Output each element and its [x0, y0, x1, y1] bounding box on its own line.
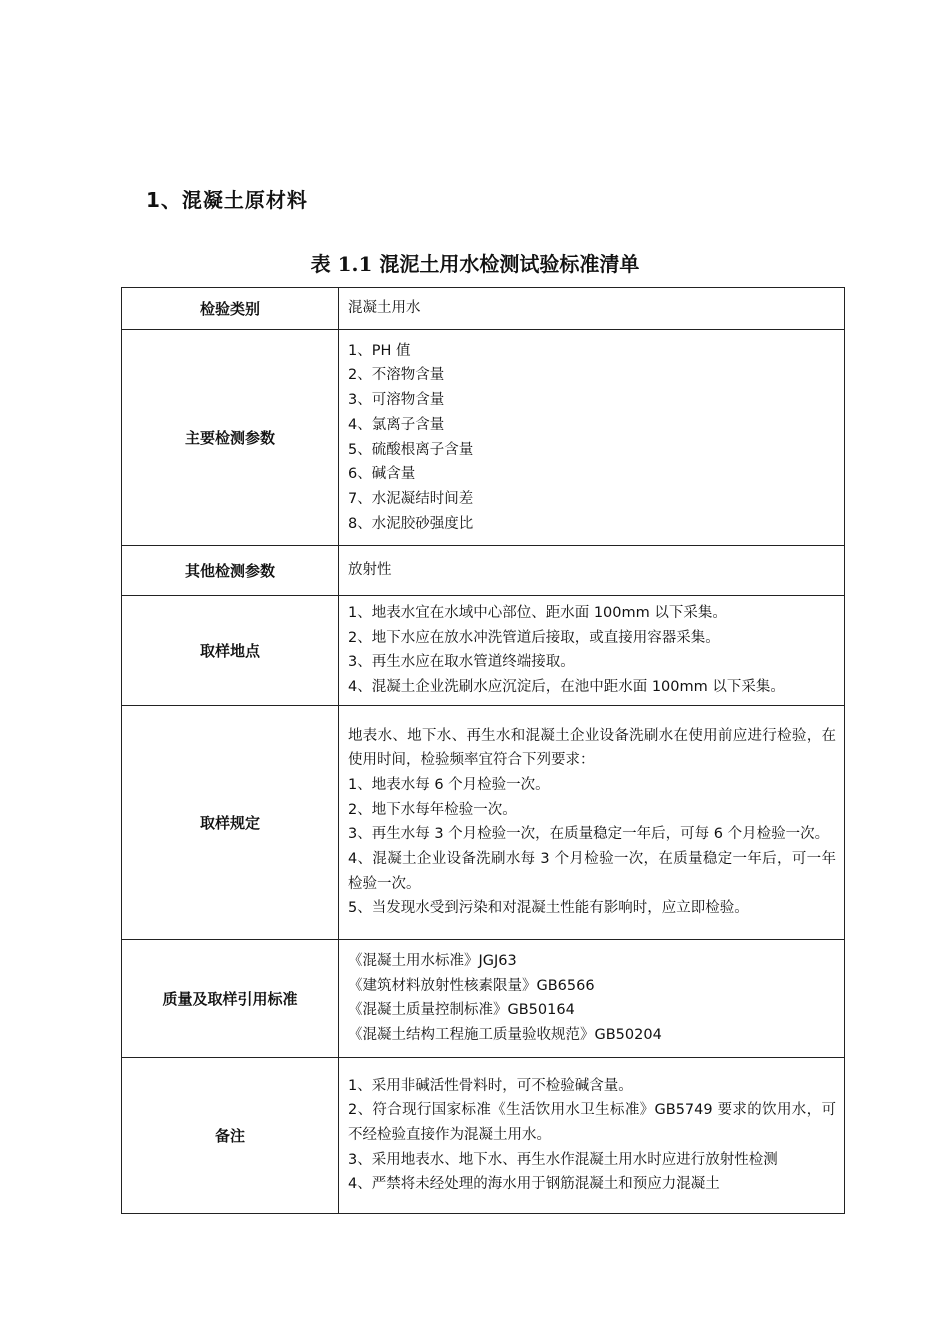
list-item: 3、再生水每 3 个月检验一次，在质量稳定一年后，可每 6 个月检验一次。 [348, 826, 830, 843]
list-item: 3、采用地表水、地下水、再生水作混凝土用水时应进行放射性检测 [348, 1151, 778, 1168]
list-item: 1、采用非碱活性骨料时，可不检验碱含量。 [348, 1077, 633, 1094]
list-item: 《混凝土结构工程施工质量验收规范》GB50204 [348, 1027, 662, 1044]
list-item: 8、水泥胶砂强度比 [348, 515, 474, 532]
list-item: 4、氯离子含量 [348, 416, 445, 433]
sampling-site-label: 取样地点 [122, 596, 339, 706]
list-item: 4、混凝土企业洗刷水应沉淀后，在池中距水面 100mm 以下采集。 [348, 679, 785, 696]
list-item: 《混凝土用水标准》JGJ63 [348, 952, 517, 969]
sampling-rules-label: 取样规定 [122, 705, 339, 939]
list-item: 2、不溶物含量 [348, 367, 445, 384]
sampling-site-list [339, 596, 845, 706]
list-item: 2、地下水每年检验一次。 [348, 801, 517, 818]
category-value: 混凝土用水 [339, 288, 845, 330]
main-params-label: 主要检测参数 [122, 330, 339, 546]
list-item: 1、地表水每 6 个月检验一次。 [348, 776, 550, 793]
standards-list [339, 939, 845, 1057]
list-item: 7、水泥凝结时间差 [348, 490, 474, 507]
table-row [122, 546, 845, 596]
section-title: 1、混凝土原材料 [146, 188, 308, 212]
list-item: 6、碱含量 [348, 466, 416, 483]
standards-table [121, 287, 845, 1214]
remarks-list [339, 1057, 845, 1213]
table-row [122, 288, 845, 330]
table-row [122, 596, 845, 706]
other-params-value: 放射性 [339, 546, 845, 596]
table-row [122, 939, 845, 1057]
list-item: 5、硫酸根离子含量 [348, 441, 474, 458]
list-item: 5、当发现水受到污染和对混凝土性能有影响时，应立即检验。 [348, 900, 749, 917]
category-label: 检验类别 [122, 288, 339, 330]
list-item: 3、可溶物含量 [348, 392, 445, 409]
list-item: 4、严禁将未经处理的海水用于钢筋混凝土和预应力混凝土 [348, 1176, 720, 1193]
table-row [122, 1057, 845, 1213]
list-item: 1、PH 值 [348, 342, 411, 359]
list-item: 2、符合现行国家标准《生活饮用水卫生标准》GB5749 要求的饮用水，可不经检验直接作为混凝土用水。 [348, 1102, 836, 1143]
other-params-label: 其他检测参数 [122, 546, 339, 596]
sampling-rules-list [339, 705, 845, 939]
list-item: 2、地下水应在放水冲洗管道后接取，或直接用容器采集。 [348, 629, 720, 646]
list-item: 3、再生水应在取水管道终端接取。 [348, 654, 575, 671]
list-item: 《建筑材料放射性核素限量》GB6566 [348, 977, 595, 994]
remarks-label: 备注 [122, 1057, 339, 1213]
table-row [122, 705, 845, 939]
table-caption: 表 1.1 混泥土用水检测试验标准清单 [310, 252, 640, 276]
list-item: 1、地表水宜在水域中心部位、距水面 100mm 以下采集。 [348, 605, 727, 621]
table-row [122, 330, 845, 546]
main-params-list [339, 330, 845, 546]
list-item: 4、混凝土企业设备洗刷水每 3 个月检验一次，在质量稳定一年后，可一年检验一次。 [348, 851, 836, 892]
list-item: 地表水、地下水、再生水和混凝土企业设备洗刷水在使用前应进行检验，在使用时间，检验频率宜符合下列要求： [348, 727, 836, 769]
list-item: 《混凝土质量控制标准》GB50164 [348, 1002, 575, 1019]
standards-label: 质量及取样引用标准 [122, 939, 339, 1057]
